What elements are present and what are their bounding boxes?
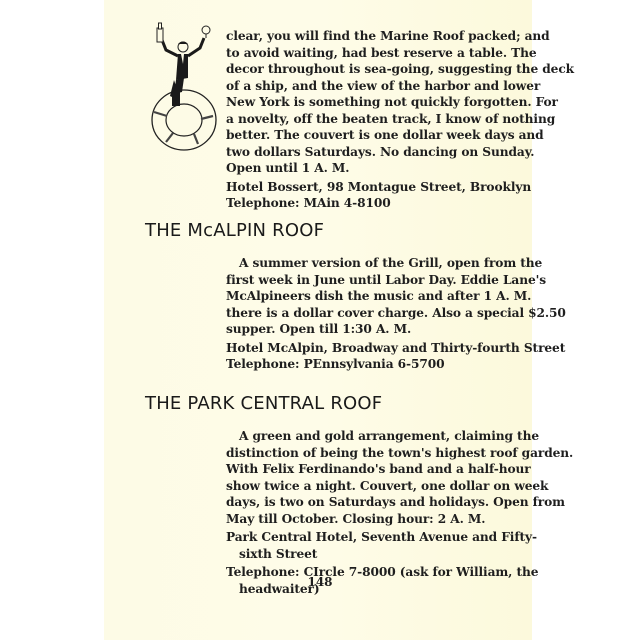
text-line: A summer version of the Grill, open from the (239, 256, 543, 270)
text-line: of a ship, and the view of the harbor and lower (226, 78, 541, 93)
text-line: distinction of being the town's highest roof garden. (226, 445, 574, 460)
text-line: to avoid waiting, had best reserve a table. The (226, 45, 537, 60)
page-number: 148 (307, 575, 333, 589)
telephone: Telephone: PEnnsylvania 6-5700 (226, 357, 445, 371)
text-line: a novelty, off the beaten track, I know of nothing (226, 111, 556, 126)
text-line: New York is something not quickly forgotten. For (226, 95, 558, 109)
life-preserver-man-illustration (146, 20, 226, 160)
text-line: supper. Open till 1:30 A. M. (226, 322, 412, 336)
address: Hotel Bossert, 98 Montague Street, Brooklyn (226, 179, 532, 194)
text-line: With Felix Ferdinando's band and a half-hour (226, 462, 531, 476)
text-line: first week in June until Labor Day. Eddie Lane's (226, 272, 547, 287)
telephone: headwaiter) (239, 581, 320, 596)
section-heading-park-central-roof: THE PARK CENTRAL ROOF (145, 393, 383, 414)
text-line: McAlpineers dish the music and after 1 A. M. (226, 289, 532, 303)
address: Park Central Hotel, Seventh Avenue and Fifty- (226, 530, 537, 544)
section-heading-mcalpin-roof: THE McALPIN ROOF (145, 220, 325, 241)
mcalpin-roof-body (226, 255, 566, 373)
text-line: May till October. Closing hour: 2 A. M. (226, 511, 486, 526)
text-line: decor throughout is sea-going, suggesting the deck (226, 62, 574, 76)
text-line: show twice a night. Couvert, one dollar on week (226, 478, 549, 493)
text-line: A green and gold arrangement, claiming the (239, 429, 539, 443)
telephone: Telephone: MAin 4-8100 (226, 196, 391, 210)
telephone: Telephone: CIrcle 7-8000 (ask for William, the (226, 565, 539, 579)
marine-roof-body (226, 28, 574, 212)
text-line: days, is two on Saturdays and holidays. Open from (226, 495, 565, 509)
text-line: clear, you will find the Marine Roof packed; and (226, 29, 550, 43)
text-line: better. The couvert is one dollar week days and (226, 128, 544, 142)
address: sixth Street (239, 546, 318, 561)
text-line: two dollars Saturdays. No dancing on Sunday. (226, 144, 535, 159)
text-line: there is a dollar cover charge. Also a special $2.50 (226, 305, 566, 320)
text-line: Open until 1 A. M. (226, 161, 350, 175)
park-central-roof-body (226, 428, 574, 597)
address: Hotel McAlpin, Broadway and Thirty-fourth Street (226, 340, 566, 355)
